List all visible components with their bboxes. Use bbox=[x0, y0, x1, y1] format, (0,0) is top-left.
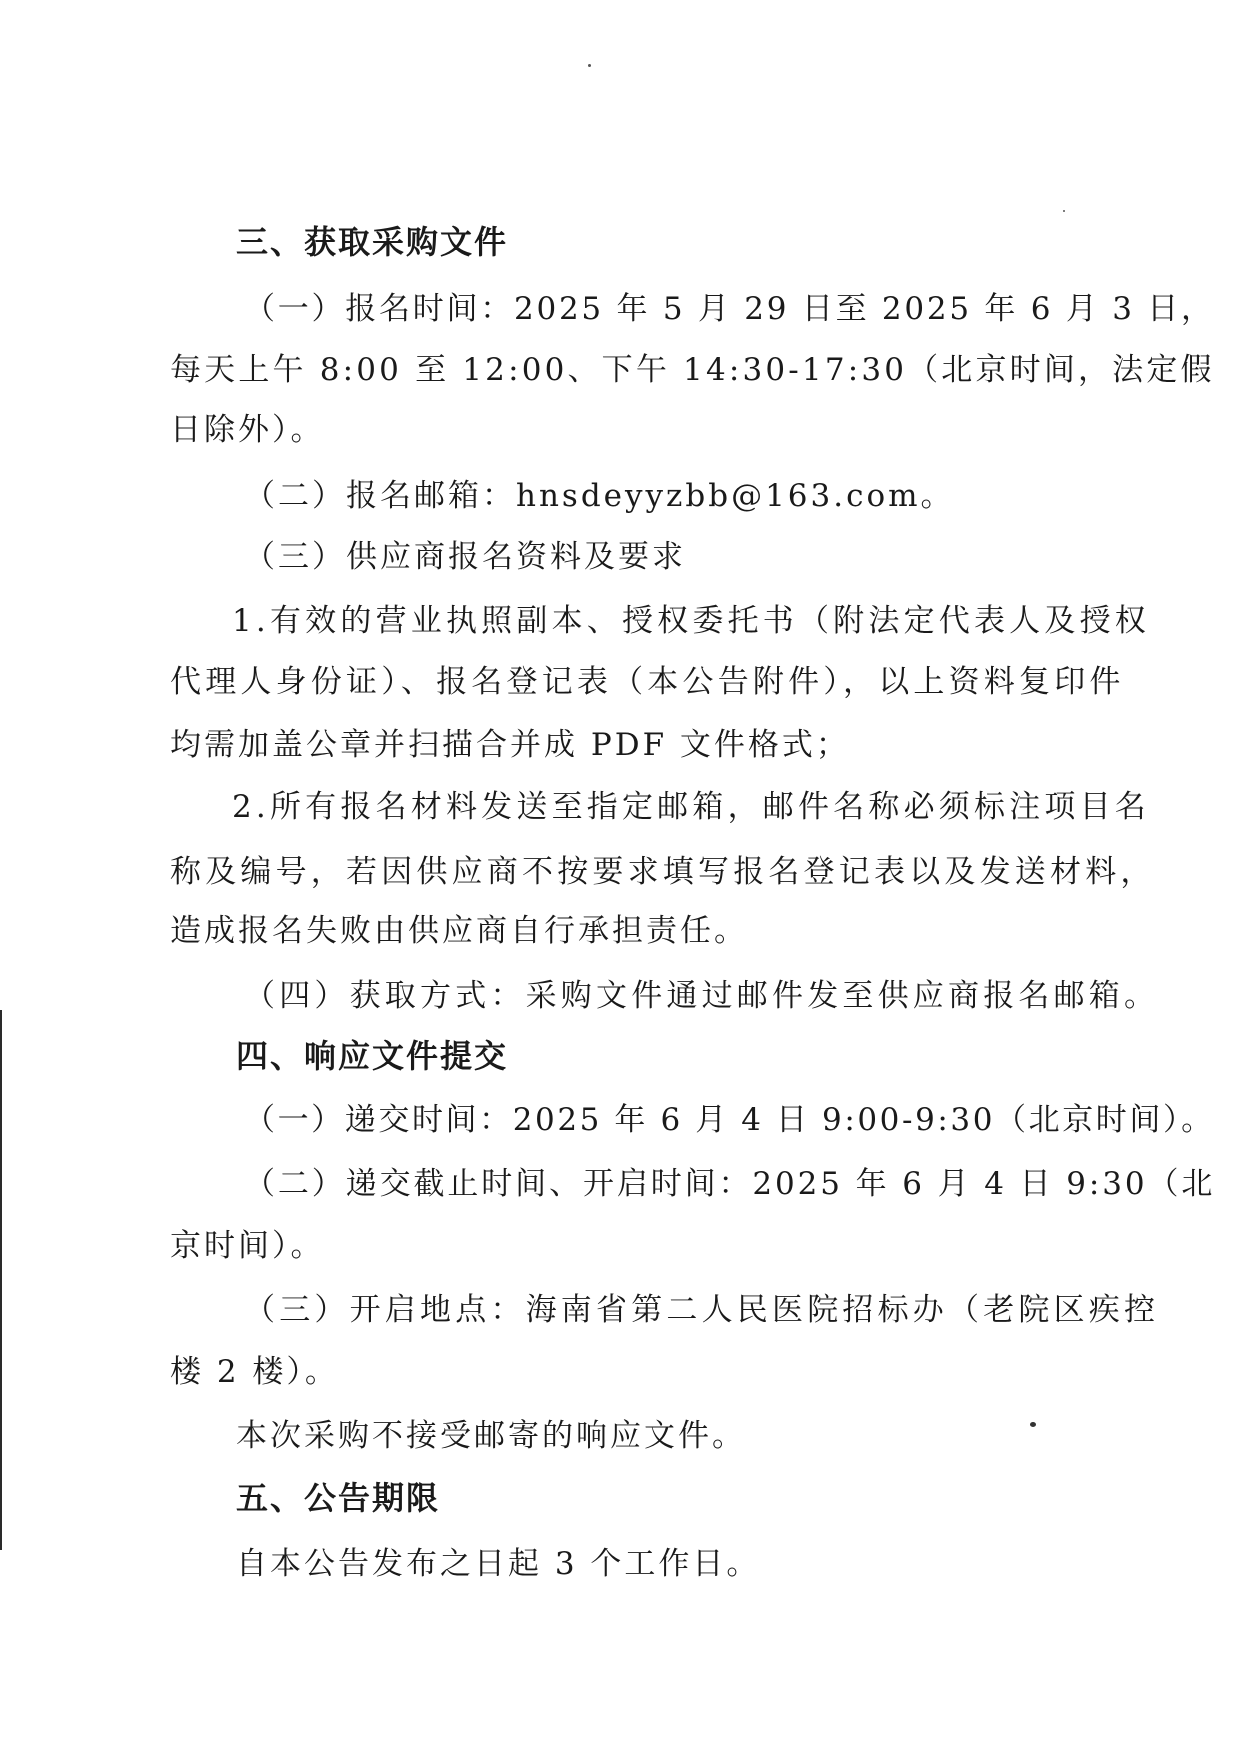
paragraph-line: （三）供应商报名资料及要求 bbox=[244, 539, 686, 575]
paragraph-line: （二）递交截止时间、开启时间：2025 年 6 月 4 日 9:30（北 bbox=[244, 1166, 1216, 1202]
paragraph-line: 日除外）。 bbox=[170, 412, 325, 448]
scan-speck bbox=[1030, 1422, 1036, 1427]
paragraph-line: （四）获取方式：采购文件通过邮件发至供应商报名邮箱。 bbox=[244, 978, 1160, 1014]
section-heading: 五、公告期限 bbox=[236, 1479, 441, 1517]
scan-edge-mark bbox=[0, 1010, 2, 1550]
paragraph-line: 均需加盖公章并扫描合并成 PDF 文件格式； bbox=[170, 727, 850, 763]
paragraph-line: （一）报名时间：2025 年 5 月 29 日至 2025 年 6 月 3 日， bbox=[244, 291, 1215, 327]
paragraph-line: 代理人身份证）、报名登记表（本公告附件），以上资料复印件 bbox=[170, 664, 1125, 700]
paragraph-line: 自本公告发布之日起 3 个工作日。 bbox=[236, 1546, 761, 1582]
scan-speck bbox=[588, 64, 591, 67]
paragraph-line: 本次采购不接受邮寄的响应文件。 bbox=[236, 1418, 746, 1454]
paragraph-line: 2.所有报名材料发送至指定邮箱，邮件名称必须标注项目名 bbox=[232, 789, 1150, 825]
paragraph-line: 京时间）。 bbox=[170, 1228, 325, 1264]
paragraph-line: （二）报名邮箱：hnsdeyyzbb@163.com。 bbox=[244, 478, 955, 514]
paragraph-line: （三）开启地点：海南省第二人民医院招标办（老院区疾控 bbox=[244, 1292, 1160, 1328]
section-heading: 三、获取采购文件 bbox=[236, 223, 509, 261]
section-heading: 四、响应文件提交 bbox=[236, 1037, 509, 1075]
paragraph-line: 楼 2 楼）。 bbox=[170, 1354, 339, 1390]
paragraph-line: 造成报名失败由供应商自行承担责任。 bbox=[170, 913, 748, 949]
scan-speck bbox=[1063, 210, 1065, 212]
paragraph-line: 每天上午 8:00 至 12:00、下午 14:30-17:30（北京时间，法定假 bbox=[170, 352, 1215, 388]
paragraph-line: （一）递交时间：2025 年 6 月 4 日 9:00-9:30（北京时间）。 bbox=[244, 1102, 1215, 1138]
paragraph-line: 称及编号，若因供应商不按要求填写报名登记表以及发送材料， bbox=[170, 854, 1156, 890]
paragraph-line: 1.有效的营业执照副本、授权委托书（附法定代表人及授权 bbox=[232, 603, 1150, 639]
